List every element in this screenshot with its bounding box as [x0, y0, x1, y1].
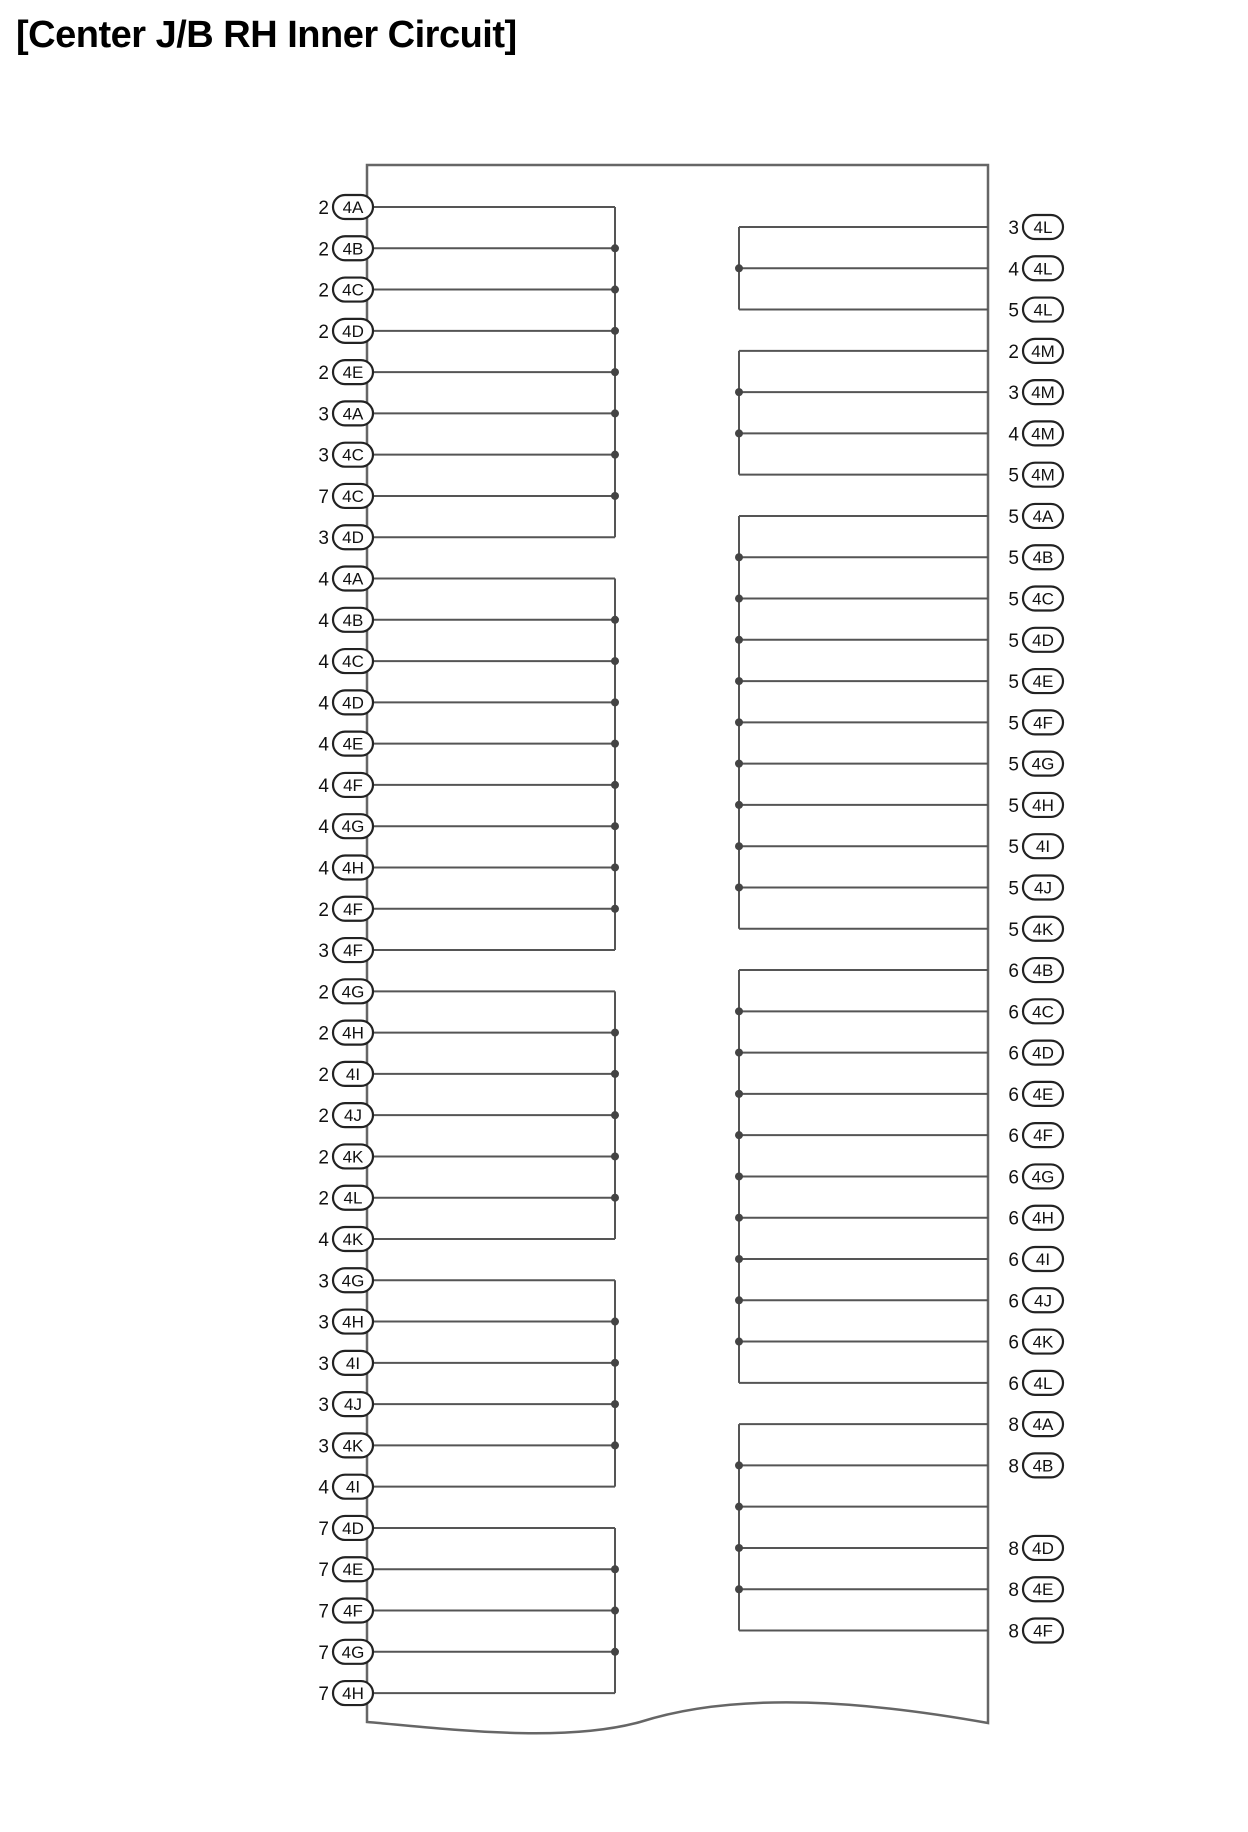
- pin-number: 7: [318, 1560, 329, 1582]
- pin-number: 8: [1008, 1456, 1019, 1478]
- connector-code: 4D: [1032, 630, 1054, 650]
- junction-dot: [611, 286, 619, 294]
- junction-dot: [735, 1007, 743, 1015]
- connector-code: 4E: [342, 734, 364, 754]
- connector-code: 4E: [342, 363, 364, 383]
- pin-number: 6: [1008, 961, 1019, 983]
- left-terminal-label: [318, 443, 373, 467]
- connector-code: 4I: [345, 1353, 361, 1373]
- left-terminal-label: [318, 525, 373, 549]
- pin-number: 3: [318, 1436, 329, 1458]
- right-terminal-label: [1008, 958, 1063, 982]
- pin-number: 3: [318, 1353, 329, 1375]
- connector-code: 4G: [341, 1642, 365, 1662]
- connector-code: 4G: [341, 982, 365, 1002]
- pin-number: 3: [318, 404, 329, 426]
- pin-number: 5: [1008, 630, 1019, 652]
- pin-number: 6: [1008, 1002, 1019, 1024]
- pin-number: 2: [318, 1147, 329, 1169]
- junction-dot: [611, 409, 619, 417]
- pin-number: 2: [318, 363, 329, 385]
- pin-number: 3: [318, 528, 329, 550]
- connector-code: 4C: [342, 652, 364, 672]
- right-terminal-label: [1008, 710, 1063, 734]
- junction-dot: [735, 760, 743, 768]
- pin-number: 2: [318, 899, 329, 921]
- junction-dot: [611, 451, 619, 459]
- right-terminal-label: [1008, 1123, 1063, 1147]
- connector-code: 4K: [342, 1230, 364, 1249]
- junction-dot: [735, 1296, 743, 1304]
- right-terminal-label: [1008, 463, 1063, 487]
- connector-code: 4F: [1033, 1621, 1053, 1641]
- pin-number: 5: [1008, 878, 1019, 900]
- connector-code: 4E: [1032, 1580, 1054, 1600]
- left-terminal-label: [318, 236, 373, 260]
- right-terminal-label: [1008, 504, 1063, 528]
- left-terminal-label: [318, 1021, 373, 1045]
- junction-dot: [611, 1565, 619, 1573]
- right-terminal-label: [1008, 1247, 1063, 1271]
- connector-code: 4M: [1031, 341, 1055, 361]
- connector-code: 4H: [1032, 1208, 1054, 1228]
- right-terminal-label: [1008, 1536, 1063, 1560]
- connector-code: 4F: [343, 1601, 363, 1621]
- pin-number: 4: [318, 734, 329, 756]
- right-terminal-label: [1008, 1288, 1063, 1312]
- pin-number: 5: [1008, 300, 1019, 322]
- pin-number: 8: [1008, 1621, 1019, 1643]
- left-terminal-label: [318, 979, 373, 1003]
- pin-number: 4: [318, 652, 329, 674]
- pin-number: 5: [1008, 672, 1019, 694]
- pin-number: 3: [318, 941, 329, 963]
- pin-number: 6: [1008, 1291, 1019, 1313]
- junction-dot: [735, 1214, 743, 1222]
- pin-number: 4: [318, 817, 329, 839]
- connector-code: 4C: [1032, 1002, 1054, 1022]
- pin-number: 2: [318, 239, 329, 261]
- connector-code: 4L: [1033, 1373, 1053, 1393]
- right-terminal-label: [1008, 999, 1063, 1023]
- right-terminal-label: [1008, 1082, 1063, 1106]
- pin-number: 2: [318, 1064, 329, 1086]
- pin-number: 5: [1008, 754, 1019, 776]
- pin-number: 3: [1008, 383, 1019, 405]
- junction-dot: [611, 327, 619, 335]
- pin-number: 6: [1008, 1332, 1019, 1354]
- connector-code: 4K: [1032, 919, 1054, 939]
- right-terminal-label: [1008, 793, 1063, 817]
- connector-code: 4D: [342, 693, 364, 713]
- right-terminal-label: [1008, 339, 1063, 363]
- left-terminal-label: [318, 649, 373, 673]
- junction-dot: [611, 863, 619, 871]
- left-terminal-label: [318, 938, 373, 962]
- pin-number: 7: [318, 1518, 329, 1540]
- junction-dot: [611, 1359, 619, 1367]
- junction-dot: [611, 1152, 619, 1160]
- junction-dot: [611, 1070, 619, 1078]
- connector-code: 4J: [344, 1106, 362, 1126]
- right-terminal-label: [1008, 1412, 1063, 1436]
- connector-code: 4E: [342, 1560, 364, 1580]
- pin-number: 4: [318, 610, 329, 632]
- connector-code: 4G: [1031, 754, 1055, 774]
- junction-dot: [611, 1400, 619, 1408]
- left-terminal-label: [318, 897, 373, 921]
- pin-number: 4: [1008, 259, 1019, 281]
- right-terminal-label: [1008, 1619, 1063, 1643]
- junction-dot: [611, 1029, 619, 1037]
- left-terminal-label: [318, 1475, 373, 1499]
- connector-code: 4J: [1034, 1291, 1052, 1311]
- connector-code: 4H: [1032, 795, 1054, 815]
- junction-dot: [611, 1318, 619, 1326]
- junction-dot: [611, 781, 619, 789]
- connector-code: 4D: [342, 1518, 364, 1538]
- connector-code: 4C: [342, 445, 364, 465]
- junction-dot: [611, 616, 619, 624]
- right-terminal-label: [1008, 1577, 1063, 1601]
- pin-number: 3: [318, 1271, 329, 1293]
- junction-dot: [611, 905, 619, 913]
- right-terminal-label: [1008, 669, 1063, 693]
- pin-number: 2: [318, 982, 329, 1004]
- connector-code: 4L: [1033, 259, 1053, 279]
- pin-number: 5: [1008, 713, 1019, 735]
- pin-number: 6: [1008, 1250, 1019, 1271]
- connector-code: 4H: [342, 1023, 364, 1043]
- connector-code: 4A: [1032, 1415, 1054, 1435]
- right-terminal-label: [1008, 587, 1063, 611]
- left-terminal-label: [318, 567, 373, 591]
- junction-dot: [735, 264, 743, 272]
- connector-code: 4L: [343, 1188, 363, 1208]
- connector-code: 4C: [342, 280, 364, 300]
- connector-code: 4B: [342, 239, 364, 259]
- connector-code: 4J: [1034, 878, 1052, 898]
- connector-code: 4M: [1031, 465, 1055, 485]
- pin-number: 4: [318, 569, 329, 591]
- junction-dot: [735, 429, 743, 437]
- left-terminal-label: [318, 1186, 373, 1210]
- right-terminal-label: [1008, 215, 1063, 239]
- pin-number: 5: [1008, 465, 1019, 487]
- left-terminal-label: [318, 319, 373, 343]
- junction-dot: [735, 1131, 743, 1139]
- right-terminal-label: [1008, 875, 1063, 899]
- junction-dot: [735, 553, 743, 561]
- pin-number: 5: [1008, 506, 1019, 528]
- connector-code: 4H: [342, 858, 364, 878]
- pin-number: 5: [1008, 589, 1019, 611]
- junction-dot: [735, 1585, 743, 1593]
- pin-number: 5: [1008, 795, 1019, 817]
- left-terminal-label: [318, 1144, 373, 1168]
- connector-code: 4G: [341, 817, 365, 837]
- pin-number: 4: [318, 1477, 329, 1499]
- junction-dot: [611, 1607, 619, 1615]
- junction-dot: [611, 657, 619, 665]
- junction-dot: [735, 801, 743, 809]
- right-terminal-label: [1008, 545, 1063, 569]
- pin-number: 8: [1008, 1580, 1019, 1602]
- right-terminal-label: [1008, 1330, 1063, 1354]
- junction-dot: [735, 677, 743, 685]
- pin-number: 6: [1008, 1126, 1019, 1148]
- pin-number: 6: [1008, 1043, 1019, 1065]
- junction-dot: [735, 1544, 743, 1552]
- connector-code: 4B: [342, 610, 364, 630]
- junction-dot: [735, 1090, 743, 1098]
- pin-number: 7: [318, 1684, 329, 1706]
- left-terminal-label: [318, 1062, 373, 1086]
- left-terminal-label: [318, 1516, 373, 1540]
- connector-code: 4I: [345, 1477, 361, 1497]
- connector-code: 4I: [345, 1064, 361, 1084]
- connector-code: 4K: [342, 1147, 364, 1167]
- left-terminal-label: [318, 401, 373, 425]
- pin-number: 3: [318, 1395, 329, 1417]
- connector-code: 4I: [1035, 1250, 1051, 1269]
- pin-number: 4: [318, 693, 329, 715]
- right-terminal-label: [1008, 298, 1063, 322]
- left-terminal-label: [318, 1681, 373, 1705]
- connector-code: 4B: [1032, 548, 1054, 568]
- junction-dot: [611, 1648, 619, 1656]
- pin-number: 2: [318, 1023, 329, 1045]
- right-terminal-label: [1008, 752, 1063, 776]
- junction-dot: [735, 636, 743, 644]
- left-terminal-label: [318, 773, 373, 797]
- pin-number: 2: [318, 1188, 329, 1210]
- pin-number: 6: [1008, 1373, 1019, 1395]
- connector-code: 4E: [1032, 672, 1054, 692]
- connector-code: 4F: [343, 775, 363, 795]
- pin-number: 2: [318, 1106, 329, 1128]
- wiring-layer: [367, 207, 988, 1693]
- connector-code: 4D: [342, 321, 364, 341]
- connector-code: 4A: [342, 198, 364, 217]
- right-terminal-label: [1008, 1206, 1063, 1230]
- junction-dot: [611, 740, 619, 748]
- connector-code: 4G: [341, 1271, 365, 1291]
- right-terminal-label: [1008, 834, 1063, 858]
- left-terminal-label: [318, 1103, 373, 1127]
- left-terminal-label: [318, 608, 373, 632]
- connector-code: 4A: [342, 404, 364, 424]
- connector-code: 4H: [342, 1312, 364, 1332]
- junction-dot: [611, 822, 619, 830]
- junction-dot: [611, 1194, 619, 1202]
- junction-dot: [611, 1441, 619, 1449]
- connector-code: 4H: [342, 1684, 364, 1704]
- pin-number: 6: [1008, 1167, 1019, 1189]
- pin-number: 6: [1008, 1208, 1019, 1230]
- pin-number: 8: [1008, 1538, 1019, 1560]
- pin-number: 3: [1008, 218, 1019, 239]
- connector-code: 4J: [344, 1395, 362, 1415]
- left-terminal-label: [318, 855, 373, 879]
- right-terminal-label: [1008, 1371, 1063, 1395]
- pin-number: 2: [318, 198, 329, 219]
- pin-number: 7: [318, 486, 329, 508]
- connector-code: 4A: [342, 569, 364, 589]
- right-terminal-label: [1008, 421, 1063, 445]
- pin-number: 4: [318, 858, 329, 880]
- left-terminal-label: [318, 1640, 373, 1664]
- left-terminal-label: [318, 1227, 373, 1251]
- pin-number: 5: [1008, 548, 1019, 570]
- connector-code: 4L: [1033, 218, 1053, 237]
- junction-dot: [735, 1461, 743, 1469]
- left-terminal-label: [318, 814, 373, 838]
- right-terminal-label: [1008, 1453, 1063, 1477]
- right-terminal-label: [1008, 1041, 1063, 1065]
- junction-dot: [735, 1172, 743, 1180]
- connector-code: 4C: [1032, 589, 1054, 609]
- right-terminal-label: [1008, 256, 1063, 280]
- connector-code: 4G: [1031, 1167, 1055, 1187]
- left-terminal-label: [318, 278, 373, 302]
- pin-number: 4: [318, 1230, 329, 1251]
- connector-code: 4F: [1033, 1126, 1053, 1146]
- left-terminal-label: [318, 1351, 373, 1375]
- connector-code: 4F: [1033, 713, 1053, 733]
- connector-code: 4C: [342, 486, 364, 506]
- junction-dot: [611, 492, 619, 500]
- left-terminal-label: [318, 1557, 373, 1581]
- connector-code: 4F: [343, 899, 363, 919]
- connector-code: 4K: [342, 1436, 364, 1456]
- connector-code: 4D: [1032, 1043, 1054, 1063]
- junction-dot: [735, 1049, 743, 1057]
- connector-code: 4B: [1032, 961, 1054, 981]
- pin-number: 7: [318, 1601, 329, 1623]
- page-title: [Center J/B RH Inner Circuit]: [16, 14, 517, 56]
- junction-dot: [611, 1111, 619, 1119]
- connector-code: 4A: [1032, 506, 1054, 526]
- pin-number: 7: [318, 1642, 329, 1664]
- left-terminal-label: [318, 484, 373, 508]
- pin-number: 2: [318, 280, 329, 302]
- pin-number: 2: [1008, 341, 1019, 363]
- pin-number: 3: [318, 1312, 329, 1334]
- junction-dot: [611, 244, 619, 252]
- junction-dot: [735, 1338, 743, 1346]
- junction-dot: [735, 388, 743, 396]
- connector-code: 4I: [1035, 837, 1051, 857]
- pin-number: 6: [1008, 1084, 1019, 1106]
- pin-number: 8: [1008, 1415, 1019, 1437]
- right-terminal-label: [1008, 380, 1063, 404]
- junction-dot: [735, 1503, 743, 1511]
- connector-code: 4F: [343, 941, 363, 961]
- left-terminal-label: [318, 360, 373, 384]
- junction-dot: [735, 718, 743, 726]
- pin-number: 2: [318, 321, 329, 343]
- connector-code: 4K: [1032, 1332, 1054, 1352]
- junction-dot: [735, 1255, 743, 1263]
- junction-dot: [611, 368, 619, 376]
- connector-code: 4D: [1032, 1538, 1054, 1558]
- left-terminal-label: [318, 732, 373, 756]
- left-terminal-label: [318, 1268, 373, 1292]
- connector-code: 4B: [1032, 1456, 1054, 1476]
- connector-code: 4E: [1032, 1084, 1054, 1104]
- left-terminal-label: [318, 1599, 373, 1623]
- left-terminal-label: [318, 1433, 373, 1457]
- junction-dot: [735, 842, 743, 850]
- junction-dot: [611, 698, 619, 706]
- left-terminal-label: [318, 690, 373, 714]
- pin-number: 4: [1008, 424, 1019, 446]
- right-terminal-label: [1008, 628, 1063, 652]
- connector-code: 4M: [1031, 424, 1055, 444]
- pin-number: 4: [318, 775, 329, 797]
- left-terminal-label: [318, 195, 373, 219]
- connector-code: 4M: [1031, 383, 1055, 403]
- pin-number: 3: [318, 445, 329, 467]
- pin-number: 5: [1008, 837, 1019, 859]
- pin-number: 5: [1008, 919, 1019, 941]
- left-terminal-label: [318, 1310, 373, 1334]
- right-terminal-label: [1008, 1164, 1063, 1188]
- connector-code: 4L: [1033, 300, 1053, 320]
- junction-dot: [735, 595, 743, 603]
- junction-dot: [735, 883, 743, 891]
- right-terminal-label: [1008, 917, 1063, 941]
- left-terminal-label: [318, 1392, 373, 1416]
- connector-code: 4D: [342, 528, 364, 548]
